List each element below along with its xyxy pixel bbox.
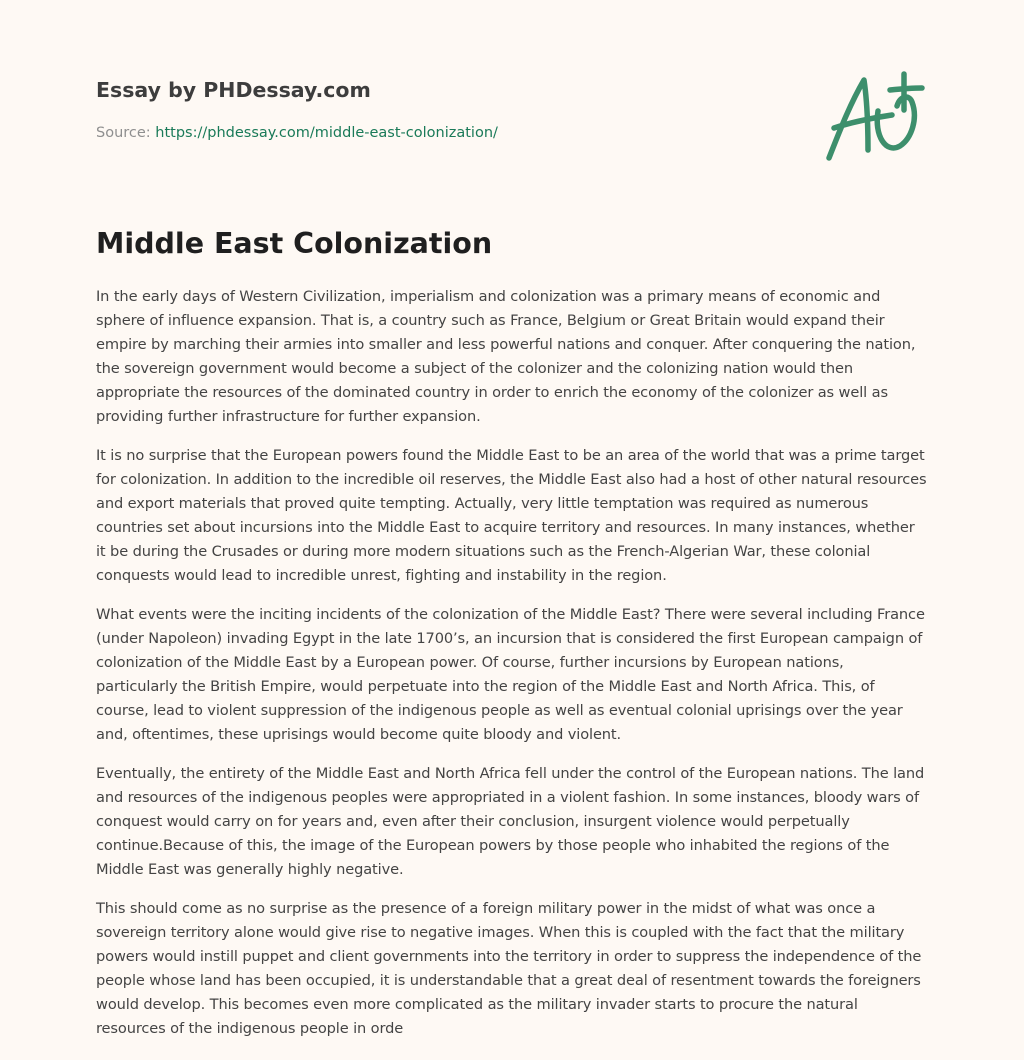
essay-title: Middle East Colonization <box>96 227 493 260</box>
essay-paragraph: In the early days of Western Civilization, imperialism and colonization was a primary means of economic and sphere of influence expansion. That is, a country such as France, Belgium or Great Britain would expand their empire by marching their armies into smaller and less powerful nations and conquer. After conquering the nation, the sovereign government would become a subject of the colonizer and the colonizing nation would then appropriate the resources of the dominated country in order to enrich the economy of the colonizer as well as providing further infrastructure for further expansion. <box>96 288 916 425</box>
essay-paragraph: Eventually, the entirety of the Middle East and North Africa fell under the control of the European nations. The land and resources of the indigenous peoples were appropriated in a violent fashion. In some instances, bloody wars of conquest would carry on for years and, even after their conclusion, insurgent violence would perpetually continue.Because of this, the image of the European powers by those people who inhabited the regions of the Middle East was generally highly negative. <box>96 765 925 878</box>
essay-paragraph: This should come as no surprise as the presence of a foreign military power in the midst of what was once a sovereign territory alone would give rise to negative images. When this is coupled with the fact that the military powers would instill puppet and client governments into the territory in order to suppress the independence of the people whose land has been occupied, it is understandable that a great deal of resentment towards the foreigners would develop. This becomes even more complicated as the military invader starts to procure the natural resources of the indigenous people in orde <box>96 900 922 1037</box>
source-line <box>96 124 498 142</box>
essay-header <box>96 78 916 141</box>
essay-paragraph: What events were the inciting incidents of the colonization of the Middle East? There were several including France (under Napoleon) invading Egypt in the late 1700’s, an incursion that is considered the first European campaign of colonization of the Middle East by a European power. Of course, further incursions by European nations, particularly the British Empire, would perpetuate into the region of the Middle East and North Africa. This, of course, lead to violent suppression of the indigenous people as well as eventual colonial uprisings over the year and, oftentimes, these uprisings would become quite bloody and violent. <box>96 606 925 743</box>
brand-title: Essay by PHDessay.com <box>96 78 371 102</box>
essay-body <box>96 285 928 1056</box>
source-label: Source: <box>96 125 156 141</box>
a-plus-grade-icon <box>820 66 930 166</box>
essay-paragraph: It is no surprise that the European powers found the Middle East to be an area of the world that was a prime target for colonization. In addition to the incredible oil reserves, the Middle East also had a host of other natural resources and export materials that proved quite tempting. Actually, very little temptation was required as numerous countries set about incursions into the Middle East to acquire territory and resources. In many instances, whether it be during the Crusades or during more modern situations such as the French-Algerian War, these colonial conquests would lead to incredible unrest, fighting and instability in the region. <box>96 447 927 584</box>
source-link[interactable]: https://phdessay.com/middle-east-colonization/ <box>155 125 498 141</box>
